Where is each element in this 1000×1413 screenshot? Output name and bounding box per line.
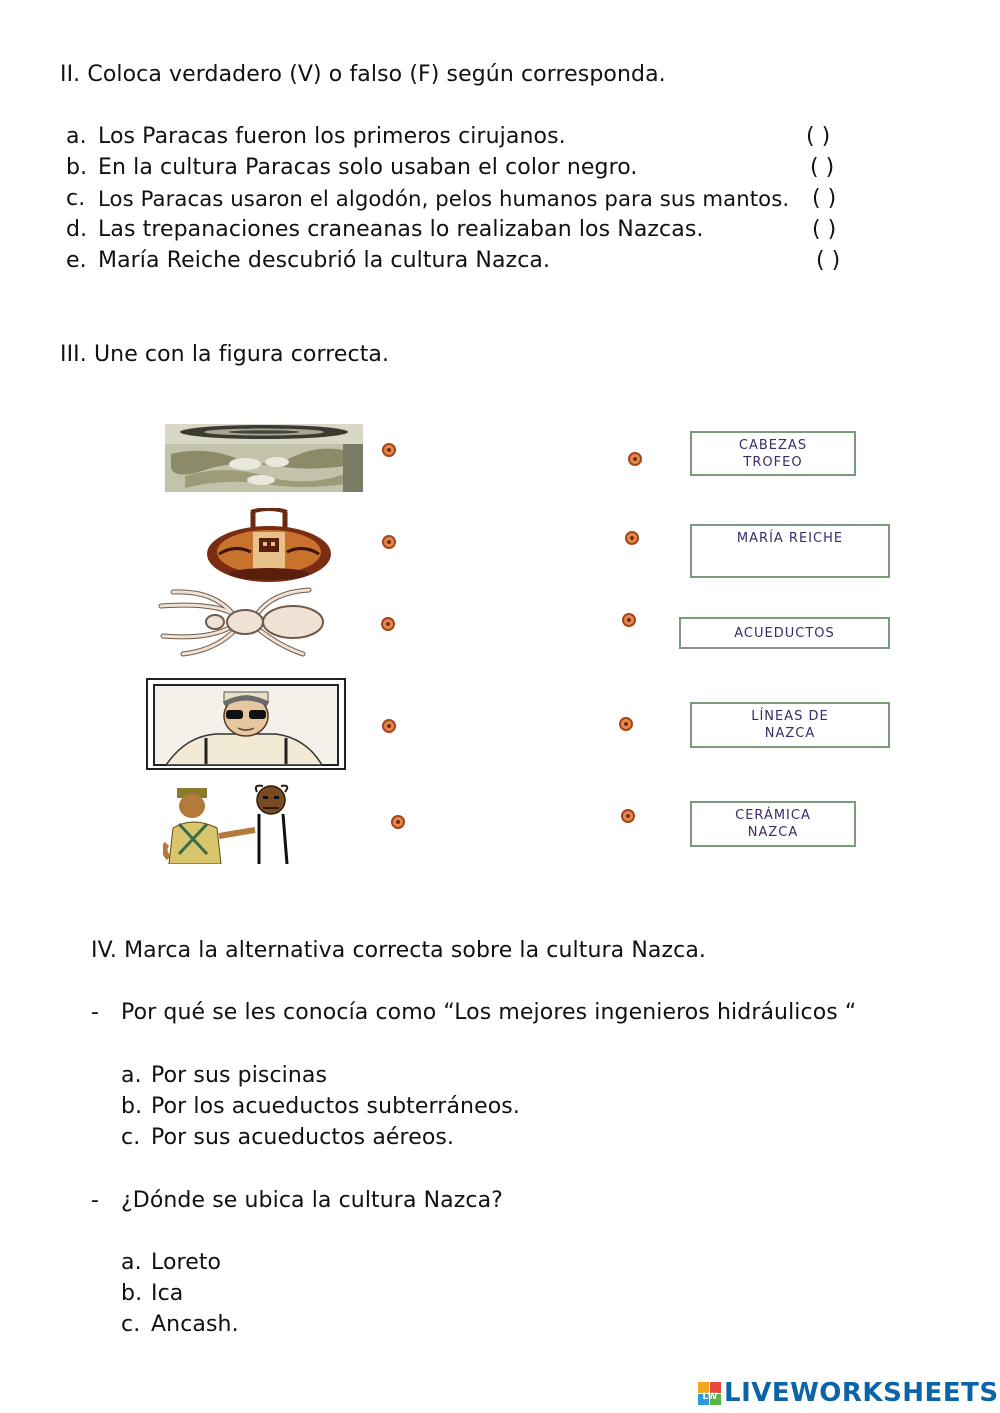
tf-statement: María Reiche descubrió la cultura Nazca. bbox=[98, 248, 551, 273]
left-match-dot-4[interactable] bbox=[382, 719, 396, 733]
spider-figure-image bbox=[153, 584, 329, 658]
q1-option-b[interactable] bbox=[121, 1094, 621, 1122]
match-box-acueductos: ACUEDUCTOS bbox=[679, 617, 890, 649]
ceramic-vessel-image bbox=[205, 508, 333, 584]
liveworksheets-logo bbox=[698, 1378, 999, 1410]
question-2-text: ¿Dónde se ubica la cultura Nazca? bbox=[121, 1188, 503, 1213]
left-match-dot-5[interactable] bbox=[391, 815, 405, 829]
q2-option-a[interactable] bbox=[121, 1250, 421, 1278]
nazca-lines-image bbox=[165, 424, 363, 492]
option-letter: a. bbox=[121, 1250, 142, 1275]
tf-answer-blank[interactable]: ( ) bbox=[810, 155, 835, 180]
svg-text:LW: LW bbox=[702, 1392, 718, 1402]
option-text: Por sus acueductos aéreos. bbox=[151, 1125, 455, 1150]
question-dash: - bbox=[91, 1000, 100, 1025]
match-box-ceramica-nazca: CERÁMICA NAZCA bbox=[690, 801, 856, 847]
right-match-dot-5[interactable] bbox=[621, 809, 635, 823]
tf-letter: a. bbox=[66, 124, 87, 149]
question-1-text: Por qué se les conocía como “Los mejores ingenieros hidráulicos “ bbox=[121, 1000, 857, 1025]
right-match-dot-4[interactable] bbox=[619, 717, 633, 731]
tf-letter: e. bbox=[66, 248, 87, 273]
option-letter: c. bbox=[121, 1312, 141, 1337]
match-box-lineas-de-nazca: LÍNEAS DE NAZCA bbox=[690, 702, 890, 748]
tf-item-e bbox=[66, 248, 906, 276]
match-box-maria-reiche: MARÍA REICHE bbox=[690, 524, 890, 578]
q2-option-b[interactable] bbox=[121, 1281, 421, 1309]
tf-statement: Los Paracas usaron el algodón, pelos humanos para sus mantos. bbox=[98, 186, 790, 211]
section-2-title: II. Coloca verdadero (V) o falso (F) según corresponda. bbox=[60, 62, 666, 87]
right-match-dot-3[interactable] bbox=[622, 613, 636, 627]
section-4-title: IV. Marca la alternativa correcta sobre la cultura Nazca. bbox=[91, 938, 707, 963]
q2-option-c[interactable] bbox=[121, 1312, 421, 1340]
tf-letter: b. bbox=[66, 155, 88, 180]
option-text: Loreto bbox=[151, 1250, 222, 1275]
right-match-dot-2[interactable] bbox=[625, 531, 639, 545]
left-match-dot-1[interactable] bbox=[382, 443, 396, 457]
option-letter: c. bbox=[121, 1125, 141, 1150]
tf-letter: c. bbox=[66, 186, 86, 211]
q1-option-c[interactable] bbox=[121, 1125, 621, 1153]
tf-statement: Las trepanaciones craneanas lo realizaban los Nazcas. bbox=[98, 217, 704, 242]
warrior-trophy-head-image bbox=[163, 784, 305, 864]
tf-item-d bbox=[66, 217, 906, 245]
match-box-cabezas-trofeo: CABEZAS TROFEO bbox=[690, 431, 856, 476]
tf-item-a bbox=[66, 124, 906, 152]
option-text: Ancash. bbox=[151, 1312, 239, 1337]
tf-statement: En la cultura Paracas solo usaban el color negro. bbox=[98, 155, 638, 180]
section-3-title: III. Une con la figura correcta. bbox=[60, 342, 390, 367]
tf-answer-blank[interactable]: ( ) bbox=[812, 186, 837, 211]
tf-answer-blank[interactable]: ( ) bbox=[812, 217, 837, 242]
option-letter: a. bbox=[121, 1063, 142, 1088]
option-text: Ica bbox=[151, 1281, 184, 1306]
tf-item-c bbox=[66, 186, 906, 214]
left-match-dot-3[interactable] bbox=[381, 617, 395, 631]
option-text: Por sus piscinas bbox=[151, 1063, 328, 1088]
left-match-dot-2[interactable] bbox=[382, 535, 396, 549]
option-letter: b. bbox=[121, 1281, 143, 1306]
option-letter: b. bbox=[121, 1094, 143, 1119]
tf-answer-blank[interactable]: ( ) bbox=[816, 248, 841, 273]
liveworksheets-badge-icon bbox=[698, 1382, 722, 1406]
tf-answer-blank[interactable]: ( ) bbox=[806, 124, 831, 149]
q1-option-a[interactable] bbox=[121, 1063, 621, 1091]
tf-letter: d. bbox=[66, 217, 88, 242]
liveworksheets-wordmark: LIVEWORKSHEETS bbox=[724, 1378, 999, 1408]
question-dash: - bbox=[91, 1188, 100, 1213]
tf-item-b bbox=[66, 155, 906, 183]
tf-statement: Los Paracas fueron los primeros cirujanos. bbox=[98, 124, 566, 149]
right-match-dot-1[interactable] bbox=[628, 452, 642, 466]
maria-reiche-portrait-image bbox=[146, 678, 346, 770]
option-text: Por los acueductos subterráneos. bbox=[151, 1094, 520, 1119]
